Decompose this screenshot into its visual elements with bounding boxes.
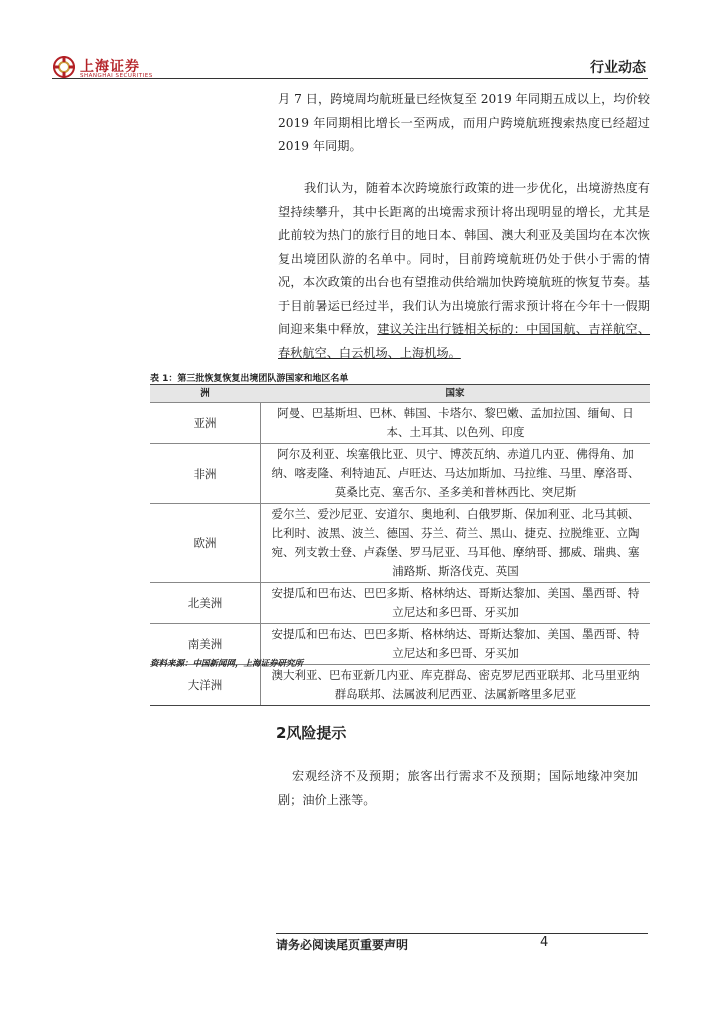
countries-cell: 阿曼、巴基斯坦、巴林、韩国、卡塔尔、黎巴嫩、孟加拉国、缅甸、日本、土耳其、以色列、印度 [277,406,634,439]
table-row [150,665,650,706]
header-divider [52,78,648,79]
paragraph-1-text: 月 7 日，跨境周均航班量已经恢复至 2019 年同期五成以上，均价较 2019 年同期相比增长一至两成，而用户跨境航班搜索热度已经超过 2019 年同期。 [278,92,650,153]
page-number: 4 [540,935,549,950]
logo-emblem-icon [52,55,76,79]
logo-text: 上海证券 [80,59,140,75]
continent-cell: 南美洲 [150,624,261,664]
header-continent: 洲 [200,388,210,399]
footer-divider [276,933,648,934]
countries-cell: 阿尔及利亚、埃塞俄比亚、贝宁、博茨瓦纳、赤道几内亚、佛得角、加纳、喀麦隆、利特迪瓦、卢旺达、马达加斯加、马拉维、马里、摩洛哥、莫桑比克、塞舌尔、圣多美和普林西比、突尼斯 [271,447,640,499]
table-row [150,504,650,583]
logo-subtext: SHANGHAI SECURITIES [80,73,153,79]
header-country: 国家 [445,388,465,399]
paragraph-2-text [278,177,650,365]
table-row [150,403,650,444]
table-row [150,583,650,624]
continent-cell: 欧洲 [150,504,261,582]
section-title: 2风险提示 [276,724,347,742]
risk-text: 宏观经济不及预期；旅客出行需求不及预期；国际地缘冲突加剧；油价上涨等。 [278,769,638,807]
recommendation-text: 建议关注出行链相关标的：中国国航、吉祥航空、春秋航空、白云机场、上海机场。 [278,322,651,360]
paragraph-2 [278,177,650,365]
table-row [150,444,650,504]
countries-cell: 爱尔兰、爱沙尼亚、安道尔、奥地利、白俄罗斯、保加利亚、北马其顿、比利时、波黑、波兰、德国、芬兰、荷兰、黑山、捷克、拉脱维亚、立陶宛、列支敦士登、卢森堡、罗马尼亚、马耳他、摩纳哥、挪威、瑞典、塞浦路斯、斯洛伐克、英国 [271,507,640,578]
countries-cell: 安提瓜和巴布达、巴巴多斯、格林纳达、哥斯达黎加、美国、墨西哥、特立尼达和多巴哥、牙买加 [271,627,640,660]
countries-cell: 安提瓜和巴布达、巴巴多斯、格林纳达、哥斯达黎加、美国、墨西哥、特立尼达和多巴哥、牙买加 [271,586,640,619]
countries-table [150,384,650,403]
risk-paragraph [278,765,638,812]
continent-cell: 亚洲 [150,403,261,443]
continent-cell: 北美洲 [150,583,261,623]
table-header [150,384,650,403]
continent-cell: 大洋洲 [150,665,261,705]
continent-cell: 非洲 [150,444,261,503]
table-source: 资料来源：中国新闻网，上海证券研究所 [150,659,304,669]
countries-cell: 澳大利亚、巴布亚新几内亚、库克群岛、密克罗尼西亚联邦、北马里亚纳群岛联邦、法属波利尼西亚、法属新喀里多尼亚 [271,668,640,701]
report-type: 行业动态 [590,60,646,76]
footer-disclaimer: 请务必阅读尾页重要声明 [276,938,409,952]
paragraph-2-main: 我们认为，随着本次跨境旅行政策的进一步优化，出境游热度有望持续攀升，其中长距离的出境需求预计将出现明显的增长，尤其是此前较为热门的旅行目的地日本、韩国、澳大利亚及美国均在本次恢复出境团队游的名单中。同时，目前跨境航班仍处于供小于需的情况，本次政策的出台也有望推动供给端加快跨境航班的恢复节奏。基于目前暑运已经过半，我们认为出境旅行需求预计将在今年十一假期间迎来集中释放， [278,181,650,336]
paragraph-1 [278,88,650,159]
table-caption: 表 1：第三批恢复恢复出境团队游国家和地区名单 [150,374,349,384]
